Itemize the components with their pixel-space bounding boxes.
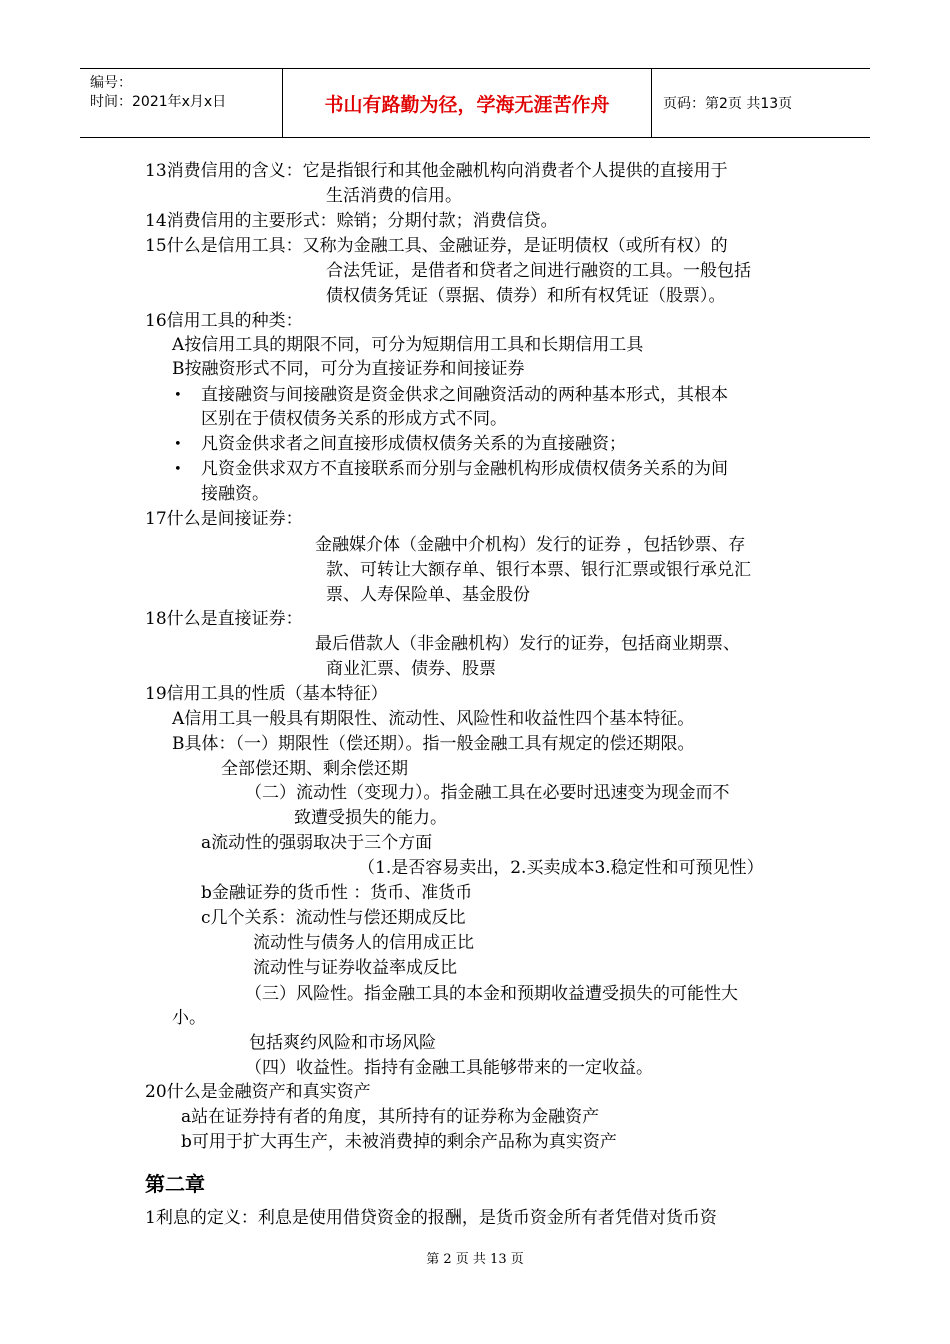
header-motto-cell bbox=[283, 69, 652, 137]
text-line: a流动性的强弱取决于三个方面 bbox=[201, 833, 433, 853]
text-line: 凡资金供求双方不直接联系而分别与金融机构形成债权债务关系的为间 bbox=[201, 459, 728, 479]
text-line: 20什么是金融资产和真实资产 bbox=[145, 1082, 371, 1102]
chapter-heading: 第二章 bbox=[145, 1172, 205, 1196]
text-line: 小。 bbox=[172, 1008, 206, 1028]
text-line: b金融证券的货币性 ：货币、准货币 bbox=[201, 883, 473, 903]
text-line: A按信用工具的期限不同，可分为短期信用工具和长期信用工具 bbox=[172, 335, 644, 355]
bullet-icon: • bbox=[174, 388, 182, 403]
text-line: 19信用工具的性质（基本特征） bbox=[145, 684, 388, 704]
text-line: 生活消费的信用。 bbox=[326, 186, 462, 206]
text-line: 18什么是直接证券： bbox=[145, 609, 303, 629]
text-line: 凡资金供求者之间直接形成债权债务关系的为直接融资； bbox=[201, 434, 626, 454]
text-line: 直接融资与间接融资是资金供求之间融资活动的两种基本形式，其根本 bbox=[201, 385, 728, 405]
text-line: 16信用工具的种类： bbox=[145, 311, 303, 331]
text-line: 最后借款人（非金融机构）发行的证券，包括商业期票、 bbox=[315, 634, 740, 654]
text-line: 接融资。 bbox=[201, 484, 269, 504]
text-line: 票、人寿保险单、基金股份 bbox=[326, 585, 530, 605]
text-line: c几个关系：流动性与偿还期成反比 bbox=[201, 908, 466, 928]
text-line: （三）风险性。指金融工具的本金和预期收益遭受损失的可能性大 bbox=[245, 984, 738, 1004]
text-line: a站在证券持有者的角度，其所持有的证券称为金融资产 bbox=[181, 1107, 600, 1127]
text-line: 包括爽约风险和市场风险 bbox=[249, 1033, 436, 1053]
page-header bbox=[80, 68, 870, 138]
text-line: （四）收益性。指持有金融工具能够带来的一定收益。 bbox=[245, 1058, 653, 1078]
text-line: 13消费信用的含义：它是指银行和其他金融机构向消费者个人提供的直接用于 bbox=[145, 161, 728, 181]
text-line: 流动性与债务人的信用成正比 bbox=[253, 933, 474, 953]
page-footer: 第 2 页 共 13 页 bbox=[426, 1252, 524, 1267]
text-line: A信用工具一般具有期限性、流动性、风险性和收益性四个基本特征。 bbox=[172, 709, 695, 729]
bullet-icon: • bbox=[174, 462, 182, 477]
text-line: B按融资形式不同，可分为直接证券和间接证券 bbox=[172, 359, 525, 379]
header-meta bbox=[80, 69, 283, 137]
text-line: 全部偿还期、剩余偿还期 bbox=[221, 759, 408, 779]
text-line: 17什么是间接证券： bbox=[145, 509, 303, 529]
text-line: 商业汇票、债券、股票 bbox=[326, 659, 496, 679]
text-line: 14消费信用的主要形式：赊销；分期付款；消费信贷。 bbox=[145, 211, 558, 231]
time-label: 时间：2021年x月x日 bbox=[90, 94, 227, 110]
text-line: 区别在于债权债务关系的形成方式不同。 bbox=[201, 409, 507, 429]
code-label: 编号： bbox=[90, 75, 132, 91]
text-line: 1利息的定义：利息是使用借贷资金的报酬，是货币资金所有者凭借对货币资 bbox=[145, 1208, 717, 1228]
text-line: （1.是否容易卖出，2.买卖成本3.稳定性和可预见性） bbox=[358, 858, 764, 878]
text-line: 流动性与证券收益率成反比 bbox=[253, 958, 457, 978]
page-number-label: 页码：第2页 共13页 bbox=[663, 96, 793, 112]
text-line: B具体：（一）期限性（偿还期）。指一般金融工具有规定的偿还期限。 bbox=[172, 734, 695, 754]
text-line: 债权债务凭证（票据、债券）和所有权凭证（股票）。 bbox=[326, 286, 726, 306]
text-line: 合法凭证，是借者和贷者之间进行融资的工具。一般包括 bbox=[326, 261, 751, 281]
text-line: 款、可转让大额存单、银行本票、银行汇票或银行承兑汇 bbox=[326, 560, 751, 580]
header-motto: 书山有路勤为径，学海无涯苦作舟 bbox=[324, 93, 610, 116]
bullet-icon: • bbox=[174, 437, 182, 452]
text-line: 15什么是信用工具：又称为金融工具、金融证券，是证明债权（或所有权）的 bbox=[145, 236, 728, 256]
text-line: （二）流动性（变现力）。指金融工具在必要时迅速变为现金而不 bbox=[245, 783, 730, 803]
text-line: b可用于扩大再生产，未被消费掉的剩余产品称为真实资产 bbox=[181, 1132, 617, 1152]
text-line: 金融媒介体（金融中介机构）发行的证券 ，包括钞票、存 bbox=[315, 535, 746, 555]
text-line: 致遭受损失的能力。 bbox=[294, 808, 447, 828]
